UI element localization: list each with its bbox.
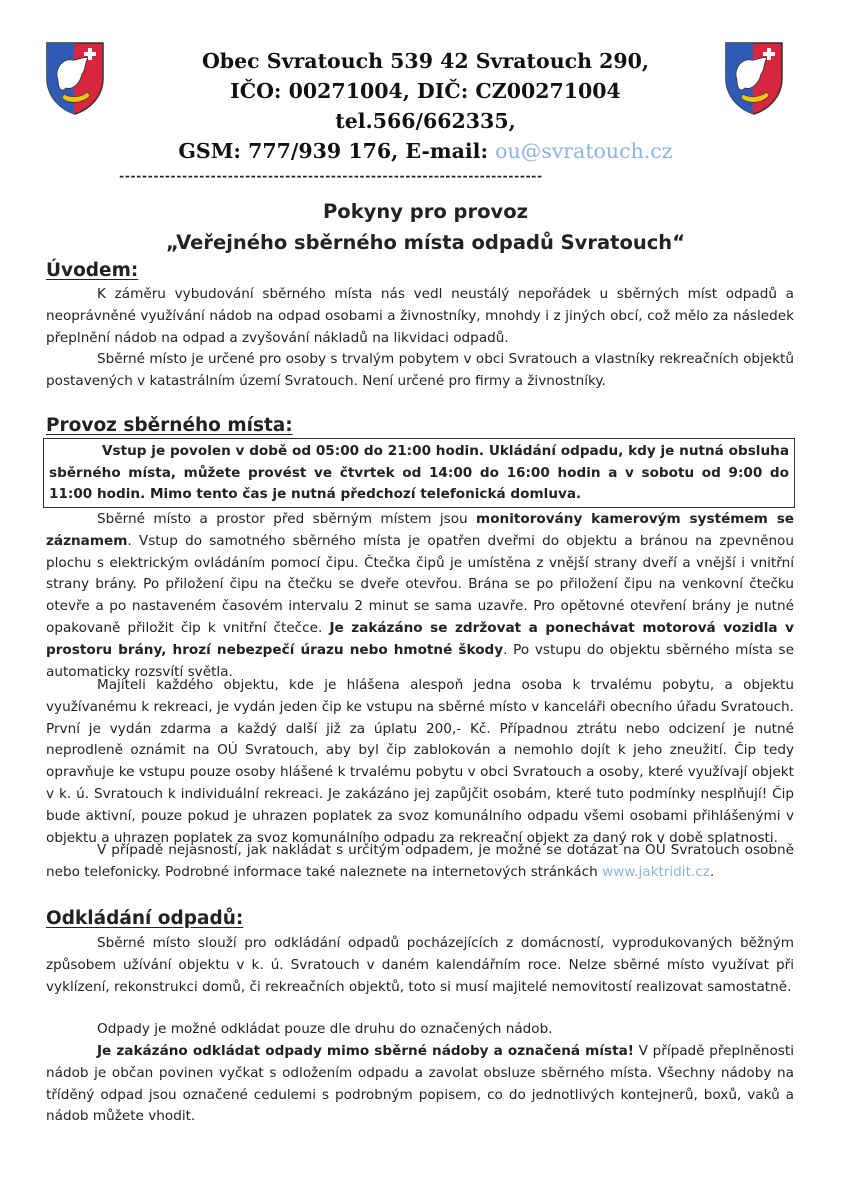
heading-disposal: Odkládání odpadů: <box>46 908 244 929</box>
coat-of-arms-right <box>723 40 785 116</box>
operation-p3-text: V případě nejasností, jak nakládat s určitým odpadem, je možné se dotázat na OÚ Svratouch osobně nebo telefonicky. Podrobné informace také naleznete na internetových stránkách <box>46 842 794 880</box>
intro-paragraph-2: Sběrné místo je určené pro osoby s trvalým pobytem v obci Svratouch a vlastníky rekreačních objektů postavených v katastrálním území Svratouch. Není určené pro firmy a živnostníky. <box>46 351 794 389</box>
disposal-p3-rest: V případě přeplněnosti nádob je občan povinen vyčkat s odložením odpadu a zavolat obsluze sběrného místa. Všechny nádoby na tříděný odpad jsou označené cedulemi s podrobným popisem, co do jednotlivých kontejnerů, boxů, vaků a nádob můžete vhodit. <box>46 1043 795 1125</box>
operation-p3-end: . <box>709 863 715 880</box>
letterhead-gsm: GSM: 777/939 176, E-mail: <box>178 139 496 163</box>
operation-p1-e: . Po vstupu do objektu sběrného místa se automaticky rozsvítí světla. <box>46 641 795 680</box>
document-title-line2: „Veřejného sběrného místa odpadů Svratouch“ <box>165 231 686 254</box>
heading-intro: Úvodem: <box>46 260 139 281</box>
website-link[interactable]: www.jaktridit.cz <box>602 863 710 880</box>
opening-hours-box <box>43 438 795 508</box>
operation-p1-c: . Vstup do samotného sběrného místa je opatřen dveřmi do objektu a bránou na zpevněnou plochu s elektrickým ovládáním pomocí čipu. Čtečka čipů je umístěna z vnější strany dveří a vnější i vnitřní strany brány. Po přiložení čipu na čtečku se dveře otevřou. Brána se po přiložení čipu na venkovní čtečku otevře a po nastaveném časovém intervalu 2 minut se sama uzavře. Pro opětovné otevření brány je nutné opakovaně přiložit čip k vnitřní čtečce. <box>46 532 794 636</box>
heading-operation: Provoz sběrného místa: <box>46 415 293 436</box>
email-link[interactable]: ou@svratouch.cz <box>495 139 673 163</box>
letterhead <box>120 46 731 166</box>
letterhead-contact <box>120 136 731 166</box>
letterhead-phone: tel.566/662335, <box>335 109 516 133</box>
operation-paragraph-3 <box>46 840 794 884</box>
disposal-paragraph-3 <box>46 1041 794 1128</box>
coat-of-arms-left <box>44 40 106 116</box>
disposal-paragraph-1: Sběrné místo slouží pro odkládání odpadů pocházejících z domácností, vyprodukovaných běžným způsobem užívání objektu v k. ú. Svratouch v daném kalendářním roce. Nelze sběrné místo využívat při vyklízení, rekonstrukci domů, či rekreačních objektů, toto si musí majitelé nemovitostí realizovat samostatně. <box>46 935 794 995</box>
intro-paragraph-1: K záměru vybudování sběrného místa nás vedl neustálý nepořádek u sběrných míst odpadů a neoprávněné využívání nádob na odpad osobami a živnostníky, mnohdy i z jiných obcí, což mělo za následek přeplnění nádob na odpad a zvyšování nákladů na likvidaci odpadů. <box>46 286 794 346</box>
disposal-p3-warning: Je zakázáno odkládat odpady mimo sběrné nádoby a označená místa! <box>97 1043 634 1059</box>
operation-paragraph-2: Majiteli každého objektu, kde je hlášena alespoň jedna osoba k trvalému pobytu, a objektu využívanému k rekreaci, je vydán jeden čip ke vstupu na sběrné místo v kanceláři obecního úřadu Svratouch. První je vydán zdarma a každý další již za úplatu 200,- Kč. Případnou ztrátu nebo odcizení je nutné neprodleně oznámit na OÚ Svratouch, aby byl čip zablokován a nemohlo dojít k jeho zneužití. Čip tedy opravňuje ke vstupu pouze osoby hlášené k trvalému pobytu v obci Svratouch a osoby, které využívají objekt v k. ú. Svratouch k individuální rekreaci. Je zakázáno jej zapůjčit osobám, které tuto podmínky nesplňují! Čip bude aktivní, pouze pokud je uhrazen poplatek za svoz komunálního odpadu všemi osobami přihlášenými v objektu a uhrazen poplatek za svoz komunálního odpadu za rekreační objekt za daný rok v době splatnosti. <box>46 677 794 846</box>
letterhead-ids: IČO: 00271004, DIČ: CZ00271004 <box>230 79 621 103</box>
operation-p1-warning: Je zakázáno se zdržovat a ponechávat motorová vozidla v prostoru brány, hrozí nebezpečí úrazu nebo hmotné škody <box>46 619 794 658</box>
separator-line: -------------------------------------------------------------------------- <box>118 169 542 183</box>
document-title-line1: Pokyny pro provoz <box>323 200 528 223</box>
disposal-paragraph-2: Odpady je možné odkládat pouze dle druhu do označených nádob. <box>97 1021 553 1037</box>
letterhead-address: Obec Svratouch 539 42 Svratouch 290, <box>201 49 650 73</box>
operation-p1-a: Sběrné místo a prostor před sběrným místem jsou <box>97 511 477 527</box>
operation-p1-camera: monitorovány kamerovým systémem se záznamem <box>46 511 794 549</box>
operation-paragraph-1 <box>46 509 794 683</box>
opening-hours-text: Vstup je povolen v době od 05:00 do 21:00 hodin. Ukládání odpadu, kdy je nutná obsluha sběrného místa, můžete provést ve čtvrtek od 14:00 do 16:00 hodin a v sobotu od 9:00 do 11:00 hodin. Mimo tento čas je nutná předchozí telefonická domluva. <box>49 443 789 502</box>
